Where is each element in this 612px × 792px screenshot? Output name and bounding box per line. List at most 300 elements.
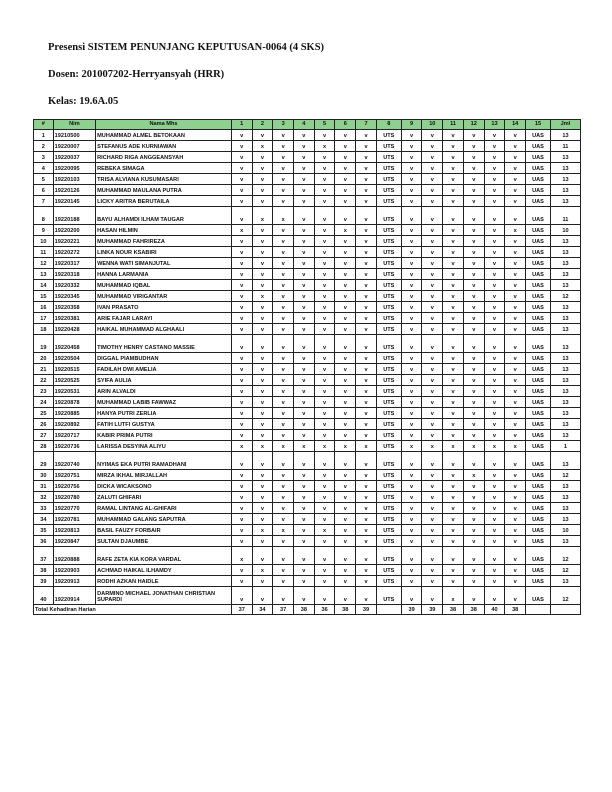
- attendance-mark: v: [314, 536, 335, 547]
- attendance-mark: v: [463, 130, 484, 141]
- attendance-mark: v: [294, 587, 315, 605]
- attendance-mark: v: [401, 130, 422, 141]
- column-header: 6: [335, 120, 356, 130]
- attendance-mark: v: [443, 324, 464, 335]
- daily-total-value: 39: [356, 605, 377, 615]
- attendance-mark: UAS: [526, 185, 551, 196]
- attendance-mark: v: [422, 174, 443, 185]
- attendance-total: 13: [550, 324, 580, 335]
- attendance-mark: v: [401, 152, 422, 163]
- attendance-mark: v: [231, 514, 252, 525]
- student-nim: 19220914: [53, 587, 95, 605]
- attendance-total: 13: [550, 152, 580, 163]
- attendance-mark: v: [401, 196, 422, 207]
- attendance-mark: v: [252, 470, 273, 481]
- attendance-mark: v: [484, 364, 505, 375]
- attendance-mark: v: [443, 481, 464, 492]
- row-number: 24: [34, 397, 54, 408]
- attendance-mark: v: [356, 547, 377, 565]
- attendance-total: 11: [550, 207, 580, 225]
- attendance-total: 13: [550, 503, 580, 514]
- attendance-mark: v: [443, 141, 464, 152]
- attendance-mark: v: [484, 408, 505, 419]
- attendance-mark: v: [231, 576, 252, 587]
- student-nim: 19220272: [53, 247, 95, 258]
- attendance-mark: v: [356, 419, 377, 430]
- attendance-mark: v: [443, 236, 464, 247]
- attendance-mark: v: [273, 470, 294, 481]
- attendance-mark: v: [273, 163, 294, 174]
- attendance-mark: v: [505, 291, 526, 302]
- attendance-mark: v: [231, 258, 252, 269]
- attendance-mark: UTS: [376, 587, 401, 605]
- attendance-total: 13: [550, 313, 580, 324]
- attendance-mark: v: [314, 481, 335, 492]
- row-number: 32: [34, 492, 54, 503]
- attendance-mark: UTS: [376, 386, 401, 397]
- student-name: DICKA WICAKSONO: [96, 481, 232, 492]
- attendance-mark: v: [463, 364, 484, 375]
- row-number: 13: [34, 269, 54, 280]
- attendance-mark: v: [252, 335, 273, 353]
- attendance-mark: v: [252, 364, 273, 375]
- attendance-mark: v: [273, 452, 294, 470]
- attendance-mark: v: [335, 470, 356, 481]
- daily-total-value: 39: [422, 605, 443, 615]
- row-number: 8: [34, 207, 54, 225]
- attendance-mark: v: [356, 141, 377, 152]
- table-row: [34, 430, 581, 441]
- attendance-mark: v: [314, 335, 335, 353]
- student-name: STEFANUS ADE KURNIAWAN: [96, 141, 232, 152]
- attendance-mark: v: [252, 280, 273, 291]
- attendance-mark: v: [335, 291, 356, 302]
- attendance-total: 13: [550, 452, 580, 470]
- attendance-mark: v: [294, 324, 315, 335]
- student-name: MIRZA IKHAL MIRJALLAH: [96, 470, 232, 481]
- attendance-total: 13: [550, 302, 580, 313]
- attendance-mark: UAS: [526, 386, 551, 397]
- attendance-mark: v: [443, 130, 464, 141]
- column-header: 10: [422, 120, 443, 130]
- attendance-mark: v: [443, 291, 464, 302]
- student-nim: 19220381: [53, 313, 95, 324]
- attendance-mark: UTS: [376, 207, 401, 225]
- student-nim: 19220145: [53, 196, 95, 207]
- attendance-total: 12: [550, 547, 580, 565]
- attendance-mark: v: [505, 481, 526, 492]
- student-name: ARIE FAJAR LARAYI: [96, 313, 232, 324]
- attendance-mark: v: [294, 313, 315, 324]
- attendance-mark: UAS: [526, 441, 551, 452]
- student-nim: 19220318: [53, 269, 95, 280]
- attendance-mark: v: [252, 196, 273, 207]
- attendance-mark: v: [273, 302, 294, 313]
- attendance-mark: v: [335, 236, 356, 247]
- student-name: ZALUTI GHIFARI: [96, 492, 232, 503]
- student-name: MUHAMMAD LABIB FAWWAZ: [96, 397, 232, 408]
- attendance-mark: v: [294, 481, 315, 492]
- attendance-mark: v: [294, 525, 315, 536]
- attendance-mark: UTS: [376, 258, 401, 269]
- attendance-mark: UTS: [376, 441, 401, 452]
- attendance-mark: v: [505, 565, 526, 576]
- table-row: [34, 452, 581, 470]
- attendance-mark: x: [252, 207, 273, 225]
- attendance-mark: v: [463, 225, 484, 236]
- attendance-mark: v: [294, 492, 315, 503]
- daily-total-value: 39: [401, 605, 422, 615]
- attendance-mark: v: [401, 525, 422, 536]
- attendance-mark: v: [443, 430, 464, 441]
- attendance-mark: UTS: [376, 335, 401, 353]
- attendance-mark: v: [314, 576, 335, 587]
- attendance-mark: v: [505, 196, 526, 207]
- attendance-mark: v: [505, 547, 526, 565]
- row-number: 12: [34, 258, 54, 269]
- attendance-mark: v: [401, 291, 422, 302]
- attendance-mark: v: [463, 269, 484, 280]
- attendance-mark: v: [443, 353, 464, 364]
- attendance-mark: v: [314, 419, 335, 430]
- attendance-mark: v: [231, 269, 252, 280]
- daily-total-label: Total Kehadiran Harian: [34, 605, 232, 615]
- student-name: MUHAMMAD ALMEL BETOKAAN: [96, 130, 232, 141]
- attendance-mark: x: [252, 141, 273, 152]
- attendance-total: 13: [550, 536, 580, 547]
- attendance-mark: v: [401, 258, 422, 269]
- attendance-mark: v: [401, 364, 422, 375]
- attendance-mark: v: [356, 503, 377, 514]
- attendance-mark: v: [484, 386, 505, 397]
- attendance-mark: UAS: [526, 196, 551, 207]
- attendance-mark: v: [484, 470, 505, 481]
- attendance-mark: v: [314, 397, 335, 408]
- attendance-mark: v: [252, 313, 273, 324]
- attendance-mark: v: [335, 587, 356, 605]
- attendance-mark: v: [463, 547, 484, 565]
- column-header: 13: [484, 120, 505, 130]
- attendance-mark: v: [231, 302, 252, 313]
- attendance-mark: v: [335, 280, 356, 291]
- attendance-mark: v: [484, 280, 505, 291]
- attendance-mark: v: [356, 514, 377, 525]
- attendance-mark: v: [443, 280, 464, 291]
- attendance-mark: x: [231, 547, 252, 565]
- attendance-mark: v: [356, 152, 377, 163]
- attendance-mark: v: [505, 492, 526, 503]
- attendance-mark: v: [294, 514, 315, 525]
- table-row: [34, 408, 581, 419]
- attendance-mark: v: [484, 547, 505, 565]
- attendance-mark: UTS: [376, 163, 401, 174]
- table-body: [34, 130, 581, 615]
- student-nim: 19220878: [53, 397, 95, 408]
- attendance-mark: x: [294, 441, 315, 452]
- attendance-mark: v: [443, 225, 464, 236]
- attendance-mark: v: [231, 291, 252, 302]
- attendance-mark: v: [484, 185, 505, 196]
- attendance-mark: v: [273, 247, 294, 258]
- daily-total-value: 38: [294, 605, 315, 615]
- daily-total-row: [34, 605, 581, 615]
- attendance-mark: UTS: [376, 225, 401, 236]
- attendance-mark: v: [314, 280, 335, 291]
- attendance-mark: v: [231, 408, 252, 419]
- attendance-mark: v: [401, 470, 422, 481]
- table-row: [34, 302, 581, 313]
- attendance-mark: UAS: [526, 353, 551, 364]
- attendance-total: 13: [550, 576, 580, 587]
- attendance-mark: v: [252, 397, 273, 408]
- lecturer-line: Dosen: 201007202-Herryansyah (HRR): [48, 69, 225, 80]
- attendance-mark: v: [443, 547, 464, 565]
- attendance-mark: v: [273, 503, 294, 514]
- attendance-mark: v: [314, 514, 335, 525]
- attendance-mark: v: [273, 353, 294, 364]
- column-header: 12: [463, 120, 484, 130]
- attendance-mark: x: [422, 441, 443, 452]
- table-row: [34, 269, 581, 280]
- attendance-mark: v: [401, 492, 422, 503]
- attendance-mark: v: [463, 587, 484, 605]
- table-row: [34, 141, 581, 152]
- table-row: [34, 514, 581, 525]
- attendance-mark: v: [314, 408, 335, 419]
- attendance-mark: v: [335, 313, 356, 324]
- attendance-mark: UTS: [376, 525, 401, 536]
- attendance-mark: x: [231, 441, 252, 452]
- attendance-total: 11: [550, 141, 580, 152]
- student-name: MUHAMMAD GALANG SAPUTRA: [96, 514, 232, 525]
- attendance-mark: v: [273, 335, 294, 353]
- attendance-mark: v: [314, 174, 335, 185]
- attendance-mark: UTS: [376, 470, 401, 481]
- attendance-total: 13: [550, 335, 580, 353]
- attendance-mark: v: [401, 247, 422, 258]
- daily-total-value: 38: [443, 605, 464, 615]
- attendance-mark: v: [505, 514, 526, 525]
- attendance-mark: v: [335, 353, 356, 364]
- attendance-mark: v: [505, 302, 526, 313]
- attendance-mark: v: [273, 152, 294, 163]
- attendance-mark: UTS: [376, 291, 401, 302]
- attendance-mark: v: [314, 375, 335, 386]
- attendance-mark: v: [231, 481, 252, 492]
- attendance-mark: v: [356, 324, 377, 335]
- attendance-mark: v: [294, 207, 315, 225]
- row-number: 29: [34, 452, 54, 470]
- student-name: MUHAMMAD IQBAL: [96, 280, 232, 291]
- daily-total-value: 36: [314, 605, 335, 615]
- attendance-mark: v: [231, 525, 252, 536]
- student-name: MUHAMMAD MAULANA PUTRA: [96, 185, 232, 196]
- attendance-mark: v: [422, 525, 443, 536]
- attendance-mark: v: [335, 247, 356, 258]
- attendance-mark: v: [314, 470, 335, 481]
- attendance-mark: v: [335, 207, 356, 225]
- attendance-mark: v: [252, 174, 273, 185]
- attendance-total: 13: [550, 353, 580, 364]
- attendance-mark: v: [356, 174, 377, 185]
- attendance-mark: v: [422, 302, 443, 313]
- attendance-mark: v: [335, 536, 356, 547]
- attendance-mark: UTS: [376, 375, 401, 386]
- attendance-mark: v: [484, 130, 505, 141]
- attendance-mark: v: [422, 353, 443, 364]
- attendance-mark: v: [505, 353, 526, 364]
- attendance-mark: v: [273, 291, 294, 302]
- attendance-mark: v: [314, 324, 335, 335]
- attendance-mark: v: [335, 514, 356, 525]
- student-name: HASAN HILMIN: [96, 225, 232, 236]
- attendance-mark: v: [443, 196, 464, 207]
- attendance-total: 12: [550, 470, 580, 481]
- attendance-mark: v: [231, 335, 252, 353]
- attendance-total: 13: [550, 130, 580, 141]
- attendance-mark: v: [505, 141, 526, 152]
- attendance-mark: v: [505, 324, 526, 335]
- column-header: Nim: [53, 120, 95, 130]
- attendance-mark: v: [356, 291, 377, 302]
- attendance-mark: v: [484, 269, 505, 280]
- attendance-mark: x: [463, 441, 484, 452]
- attendance-mark: v: [356, 335, 377, 353]
- row-number: 18: [34, 324, 54, 335]
- attendance-total: 13: [550, 269, 580, 280]
- attendance-mark: v: [505, 313, 526, 324]
- attendance-mark: v: [463, 419, 484, 430]
- attendance-mark: v: [294, 375, 315, 386]
- attendance-mark: v: [401, 174, 422, 185]
- row-number: 5: [34, 174, 54, 185]
- attendance-total: 10: [550, 525, 580, 536]
- attendance-mark: v: [273, 269, 294, 280]
- attendance-mark: v: [335, 419, 356, 430]
- attendance-mark: v: [422, 536, 443, 547]
- attendance-mark: x: [505, 441, 526, 452]
- daily-total-value: 38: [463, 605, 484, 615]
- attendance-mark: UAS: [526, 430, 551, 441]
- attendance-mark: UAS: [526, 291, 551, 302]
- column-header: 14: [505, 120, 526, 130]
- attendance-mark: x: [273, 207, 294, 225]
- attendance-mark: v: [314, 302, 335, 313]
- attendance-mark: v: [422, 587, 443, 605]
- table-row: [34, 386, 581, 397]
- attendance-mark: v: [505, 503, 526, 514]
- attendance-mark: v: [422, 207, 443, 225]
- attendance-mark: v: [505, 130, 526, 141]
- attendance-mark: v: [443, 397, 464, 408]
- student-nim: 19220913: [53, 576, 95, 587]
- student-name: HANNA LARMANIA: [96, 269, 232, 280]
- attendance-mark: v: [401, 514, 422, 525]
- attendance-mark: v: [231, 492, 252, 503]
- attendance-mark: v: [422, 152, 443, 163]
- column-header: 15: [526, 120, 551, 130]
- attendance-mark: v: [463, 397, 484, 408]
- attendance-mark: v: [231, 236, 252, 247]
- row-number: 37: [34, 547, 54, 565]
- attendance-mark: v: [484, 525, 505, 536]
- attendance-mark: v: [401, 481, 422, 492]
- attendance-mark: UAS: [526, 375, 551, 386]
- attendance-mark: v: [443, 335, 464, 353]
- table-row: [34, 364, 581, 375]
- attendance-mark: v: [401, 225, 422, 236]
- attendance-mark: v: [252, 247, 273, 258]
- row-number: 22: [34, 375, 54, 386]
- attendance-mark: v: [484, 587, 505, 605]
- column-header: Jml: [550, 120, 580, 130]
- attendance-mark: v: [484, 324, 505, 335]
- attendance-mark: v: [252, 386, 273, 397]
- row-number: 21: [34, 364, 54, 375]
- student-name: RODHI AZKAN HAIDLE: [96, 576, 232, 587]
- attendance-mark: UAS: [526, 174, 551, 185]
- attendance-mark: UAS: [526, 130, 551, 141]
- attendance-mark: x: [484, 441, 505, 452]
- table-row: [34, 536, 581, 547]
- attendance-mark: v: [401, 430, 422, 441]
- row-number: 6: [34, 185, 54, 196]
- attendance-mark: v: [231, 163, 252, 174]
- column-header: 9: [401, 120, 422, 130]
- attendance-mark: v: [356, 302, 377, 313]
- student-name: WENNA WATI SIMANJUTAL: [96, 258, 232, 269]
- attendance-mark: v: [252, 408, 273, 419]
- attendance-mark: v: [294, 364, 315, 375]
- attendance-mark: v: [252, 587, 273, 605]
- attendance-mark: v: [356, 313, 377, 324]
- attendance-mark: v: [463, 353, 484, 364]
- column-header: 8: [376, 120, 401, 130]
- attendance-mark: v: [356, 587, 377, 605]
- attendance-mark: UTS: [376, 185, 401, 196]
- attendance-mark: v: [401, 141, 422, 152]
- attendance-mark: UTS: [376, 247, 401, 258]
- column-header: 5: [314, 120, 335, 130]
- attendance-mark: v: [463, 481, 484, 492]
- attendance-mark: v: [335, 375, 356, 386]
- attendance-mark: v: [294, 452, 315, 470]
- attendance-mark: v: [484, 152, 505, 163]
- attendance-mark: v: [463, 236, 484, 247]
- attendance-mark: v: [273, 196, 294, 207]
- attendance-mark: v: [356, 525, 377, 536]
- student-nim: 19220332: [53, 280, 95, 291]
- attendance-mark: v: [422, 419, 443, 430]
- attendance-mark: v: [294, 386, 315, 397]
- table-row: [34, 419, 581, 430]
- attendance-mark: v: [252, 185, 273, 196]
- row-number: 16: [34, 302, 54, 313]
- attendance-mark: v: [294, 430, 315, 441]
- attendance-mark: v: [463, 386, 484, 397]
- attendance-mark: v: [335, 141, 356, 152]
- row-number: 40: [34, 587, 54, 605]
- attendance-mark: v: [294, 152, 315, 163]
- attendance-mark: v: [484, 492, 505, 503]
- table-row: [34, 313, 581, 324]
- student-name: DARMINO MICHAEL JONATHAN CHRISTIAN SUPARDI: [96, 587, 232, 605]
- student-name: RICHARD RIGA ANGGEANSYAH: [96, 152, 232, 163]
- attendance-mark: v: [443, 470, 464, 481]
- attendance-mark: v: [273, 547, 294, 565]
- attendance-mark: v: [294, 130, 315, 141]
- attendance-mark: v: [273, 481, 294, 492]
